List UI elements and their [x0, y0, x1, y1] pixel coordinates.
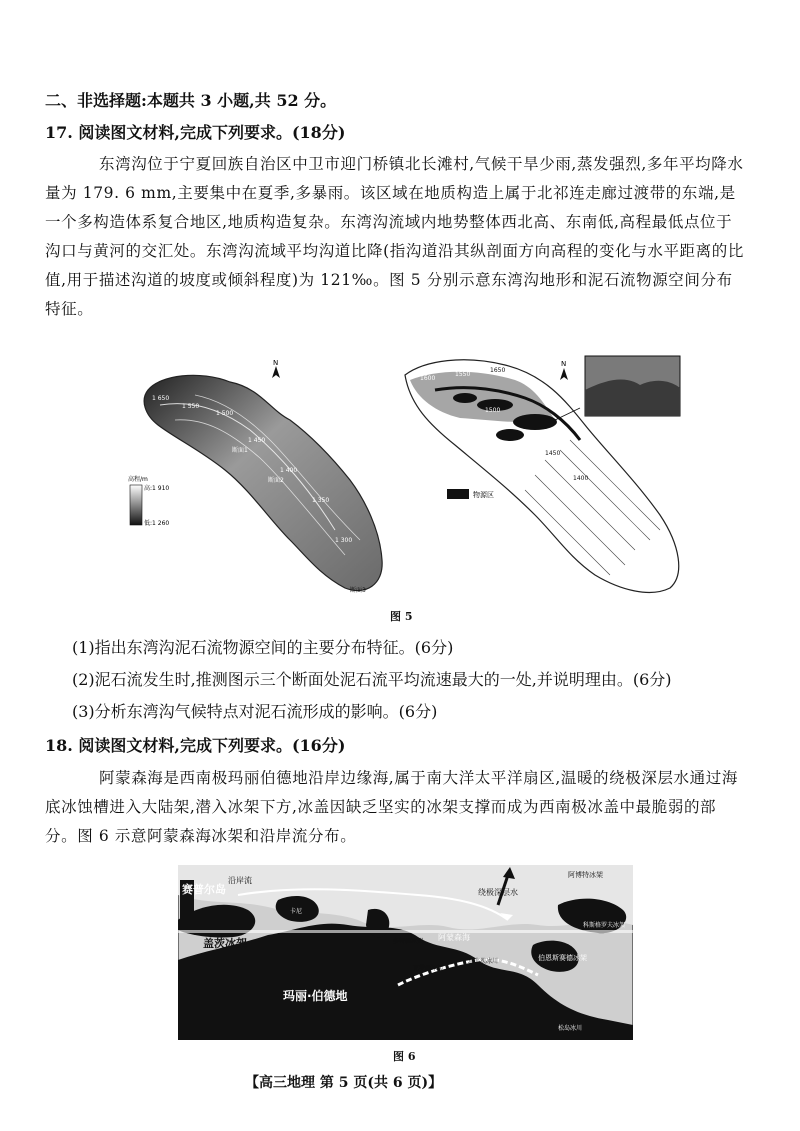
q17-question-1: (1)指出东湾沟泥石流物源空间的主要分布特征。(6分): [72, 638, 454, 657]
figure6-amundsen-map: [178, 865, 633, 1040]
section-label: 断面2: [268, 477, 284, 484]
legend-high: 高:1 910: [144, 485, 170, 492]
q18-paragraph: 阿蒙森海是西南极玛丽伯德地沿岸边缘海,属于南大洋太平洋扇区,温暖的绕极深层水通过海底冰蚀槽进入大陆架,潜入冰架下方,冰盖因缺乏坚实的冰架支撑而成为西南极冰盖中最脆弱的部分。图 6 示意阿蒙森海冰架和沿岸流分布。: [45, 769, 738, 845]
shelf-label: 伯恩斯赛德冰架: [538, 954, 587, 962]
contour-label: 1500: [485, 407, 501, 414]
figure6-caption: 图 6: [393, 1050, 416, 1063]
shelf-label: 松岛冰川: [558, 1025, 583, 1032]
contour-label: 1550: [455, 371, 471, 378]
north-arrow-icon: [272, 366, 280, 378]
shelf-label: 多特森冰架: [393, 938, 424, 945]
q17-paragraph: 东湾沟位于宁夏回族自治区中卫市迎门桥镇北长滩村,气候干旱少雨,蒸发强烈,多年平均降水量为 179. 6 mm,主要集中在夏季,多暴雨。该区域在地质构造上属于北祁连走廊过渡带的东端,是一个多构造体系复合地区,地质构造复杂。东湾沟流域内地势整体西北高、东南低,高程最低点位于沟口与黄河的交汇处。东湾沟流域平均沟道比降(指沟道沿其纵剖面方向高程的变化与水平距离的比值,用于描述沟道的坡度或倾斜程度)为 121‰。图 5 分别示意东湾沟地形和泥石流物源空间分布特征。: [45, 155, 744, 318]
source-area-legend-label: 物源区: [473, 491, 494, 499]
shelf-label: 卡尼: [290, 908, 303, 915]
north-label: N: [273, 360, 279, 367]
page-footer: 【高三地理 第 5 页(共 6 页)】: [245, 1075, 443, 1091]
circumpolar-label: 绕极深层水: [478, 888, 518, 897]
north-label: N: [561, 360, 567, 368]
section-heading: 二、非选择题:本题共 3 小题,共 52 分。: [45, 91, 337, 110]
figure5-caption: 图 5: [390, 610, 413, 623]
contour-label: 1450: [545, 450, 561, 457]
coastal-current-label: 沿岸流: [228, 876, 252, 885]
marie-byrd-label: 玛丽·伯德地: [283, 989, 348, 1003]
shelf-label: 克罗森冰架: [413, 965, 444, 972]
contour-label: 1 400: [280, 467, 298, 474]
q17-title: 17. 阅读图文材料,完成下列要求。(18分): [45, 123, 346, 142]
legend-title: 高程/m: [128, 476, 148, 483]
figure5-terrain-map: [120, 360, 390, 600]
dip-island-label: 赛普尔岛: [182, 883, 226, 896]
contour-label: 1650: [490, 367, 506, 374]
legend-low: 低:1 260: [144, 520, 170, 527]
contour-label: 1 350: [312, 497, 330, 504]
section-label: 断面1: [232, 447, 248, 454]
figure5-source-map: [395, 350, 695, 600]
sea-label: 阿蒙森海: [438, 933, 470, 942]
shelf-label: 思韦茨冰川: [468, 958, 499, 965]
elevation-legend-bar: [130, 485, 142, 525]
q17-question-3: (3)分析东湾沟气候特点对泥石流形成的影响。(6分): [72, 702, 438, 721]
shelf-label: 科斯格罗夫冰架: [583, 922, 626, 929]
contour-label: 1 450: [248, 437, 266, 444]
q17-question-2: (2)泥石流发生时,推测图示三个断面处泥石流平均流速最大的一处,并说明理由。(6分): [72, 670, 672, 689]
q18-title: 18. 阅读图文材料,完成下列要求。(16分): [45, 736, 346, 755]
source-area-legend-swatch: [447, 489, 469, 499]
contour-label: 1600: [420, 375, 436, 382]
contour-label: 1 500: [216, 410, 234, 417]
contour-label: 1 650: [152, 395, 170, 402]
getz-shelf-label: 盖茨冰架: [203, 937, 247, 950]
contour-label: 1 300: [335, 537, 353, 544]
north-arrow-icon: [560, 368, 568, 380]
contour-label: 1400: [573, 475, 589, 482]
contour-label: 1 550: [182, 403, 200, 410]
abbot-shelf-label: 阿博特冰架: [568, 871, 603, 879]
section-label: 断面3: [350, 587, 366, 594]
